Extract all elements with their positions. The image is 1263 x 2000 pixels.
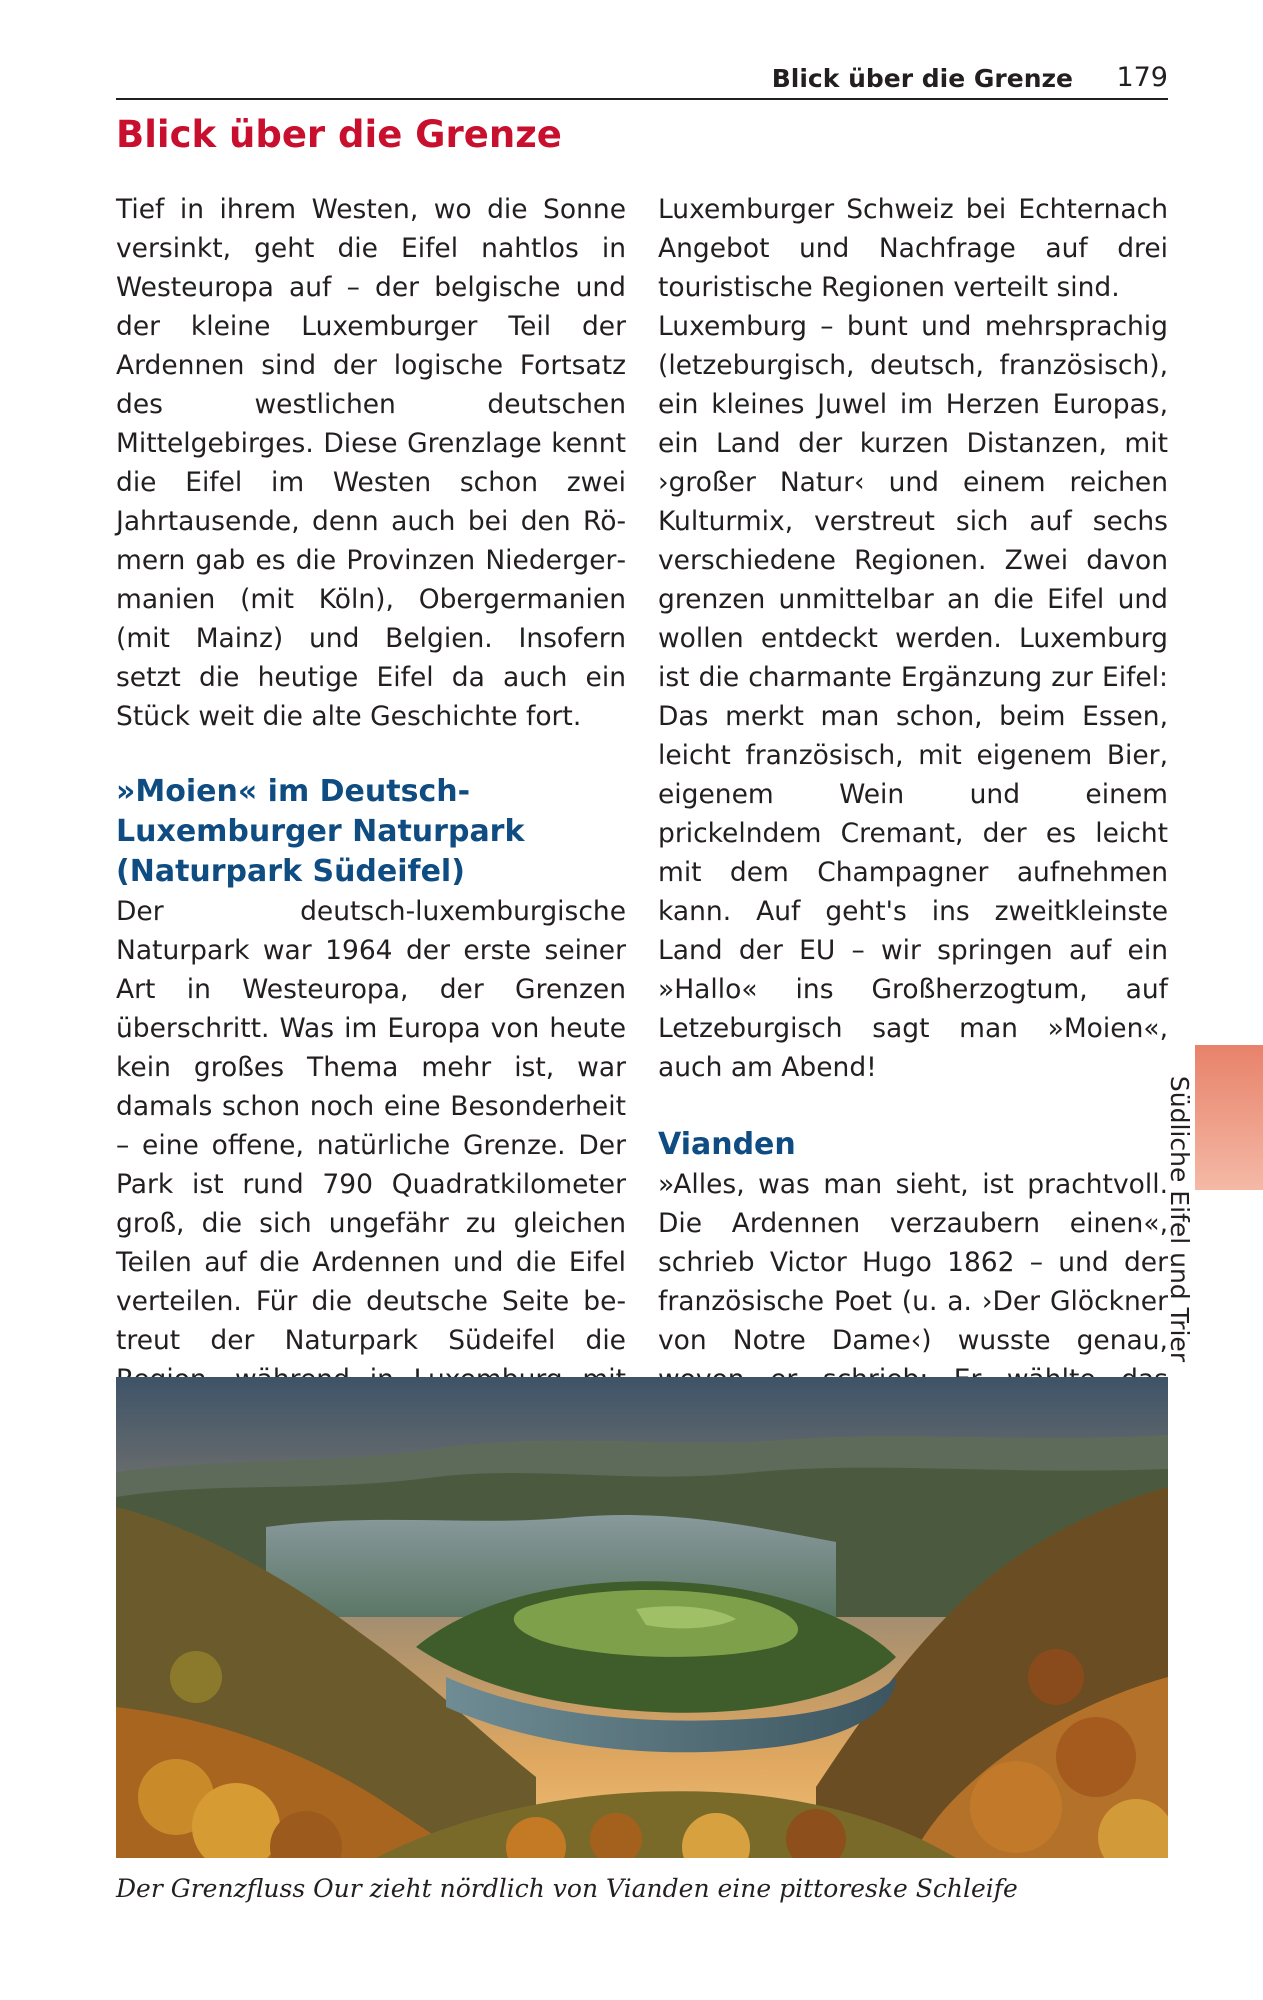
section-heading-moien: »Moien« im Deutsch-Luxemburger Naturpark (Naturpark Südeifel) — [116, 774, 525, 889]
chapter-side-tab — [1195, 1045, 1263, 1190]
chapter-title: Blick über die Grenze — [116, 113, 562, 156]
our-river-loop-illustration — [116, 1377, 1168, 1858]
intro-paragraph: Tief in ihrem Westen, wo die Sonne versinkt, geht die Eifel nahtlos in Westeuropa auf – der belgische und der kleine Luxemburger Teil der Ardennen sind der logische Fortsatz des westlichen deutschen Mittelgebirges. Diese Grenzlage kennt die Eifel im Westen schon zwei Jahrtausende, denn auch bei den Römern gab es die Provinzen Niedergermanien (mit Köln), Obergermanien (mit Mainz) und Belgien. Insofern setzt die heutige Eifel da auch ein Stück weit die alte Geschichte fort. — [116, 194, 626, 732]
landscape-photo — [116, 1377, 1168, 1858]
luxemburg-paragraph: Luxemburg – bunt und mehrsprachig (letzeburgisch, deutsch, französisch), ein kleines Juwel im Herzen Europas, ein Land der kurzen Distanzen, mit ›großer Natur‹ und einem reichen Kulturmix, verstreut sich auf sechs verschiedene Regionen. Zwei davon grenzen unmittelbar an die Eifel und wollen entdeckt werden. Luxemburg ist die charmante Ergänzung zur Eifel: Das merkt man schon, beim Essen, leicht französisch, mit eigenem Bier, eigenem Wein und einem prickelndem Cremant, der es leicht mit dem Champagner aufnehmen kann. Auf geht's ins zweitkleinste Land der EU – wir springen auf ein »Hallo« ins Großherzogtum, auf Letzeburgisch sagt man »Moien«, auch am Abend! — [658, 311, 1168, 1083]
chapter-side-label: Südliche Eifel und Trier — [1165, 1075, 1194, 1363]
naturpark-paragraph: Der deutsch-luxemburgische Naturpark war 1964 der erste seiner Art in Westeuropa, der Grenzen überschritt. Was im Europa von heute kein großes Thema mehr ist, war damals schon noch eine Besonderheit – eine offene, natürliche Grenze. Der Park ist rund 790 Quadratkilometer groß, die sich ungefähr zu gleichen Teilen auf die Ardennen und die Eifel verteilen. Für die deutsche Seite betreut der Naturpark Südeifel die — [116, 896, 626, 1356]
section-heading-vianden: Vianden — [658, 1127, 796, 1162]
page-number: 179 — [1116, 62, 1168, 93]
running-title: Blick über die Grenze — [771, 64, 1073, 93]
text-column-right — [658, 190, 1168, 1477]
photo-caption: Der Grenzfluss Our zieht nördlich von Vianden eine pittoreske Schleife — [116, 1874, 1018, 1903]
regions-paragraph: Luxemburger Schweiz bei Echternach Angebot und Nachfrage auf drei touristische Regionen verteilt sind. — [658, 194, 1168, 303]
vianden-paragraph: »Alles, was man sieht, ist prachtvoll. Die Ardennen verzaubern einen«, schrieb Victor Hugo 1862 – und der französische Poet (u. a. ›Der Glöckner von Notre Dame‹) wusste genau, — [658, 1169, 1168, 1356]
running-header — [116, 58, 1168, 100]
text-column-left — [116, 190, 626, 1477]
